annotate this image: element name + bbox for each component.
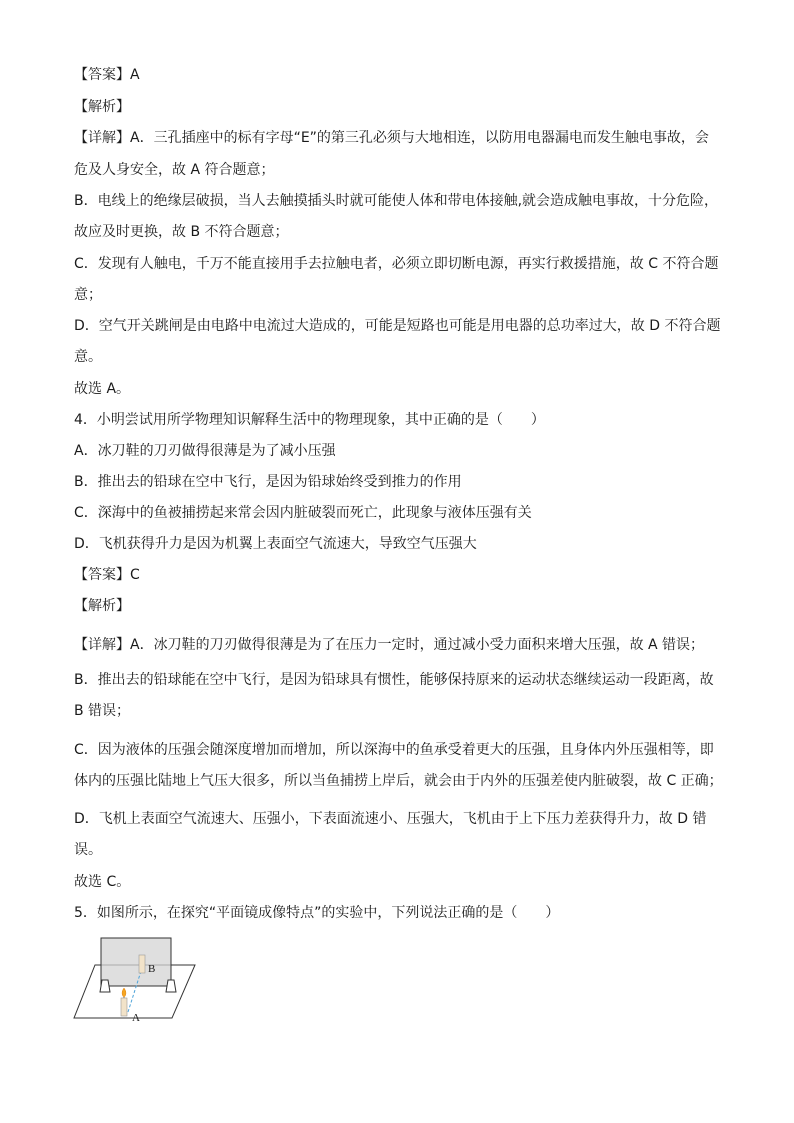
q4-option-a: A．冰刀鞋的刀刃做得很薄是为了减小压强 — [74, 443, 336, 459]
q3-detail-line: 意。 — [74, 349, 102, 365]
q4-detail-line: D．飞机上表面空气流速大、压强小，下表面流速小、压强大，飞机由于上下压力差获得升力，故 D 错 — [74, 811, 707, 827]
q3-conclusion: 故选 A。 — [74, 381, 131, 397]
q4-answer: 【答案】C — [74, 567, 140, 583]
q4-analysis-heading: 【解析】 — [74, 598, 130, 614]
q4-stem: 4．小明尝试用所学物理知识解释生活中的物理现象，其中正确的是（ ） — [74, 412, 545, 428]
q4-option-c: C．深海中的鱼被捕捞起来常会因内脏破裂而死亡，此现象与液体压强有关 — [74, 505, 532, 521]
q4-option-d: D．飞机获得升力是因为机翼上表面空气流速大，导致空气压强大 — [74, 536, 477, 552]
q3-detail-line: 【详解】A．三孔插座中的标有字母“E”的第三孔必须与大地相连，以防用电器漏电而发生触电事故，会 — [74, 130, 709, 146]
q4-detail-line: 体内的压强比陆地上气压大很多，所以当鱼捕捞上岸后，就会由于内外的压强差使内脏破裂，故 C 正确； — [74, 773, 723, 789]
candle-a — [121, 998, 127, 1016]
label-a: A — [132, 1012, 140, 1024]
q4-detail-line: 【详解】A．冰刀鞋的刀刃做得很薄是为了在压力一定时，通过减小受力面积来增大压强，故 A 错误； — [74, 637, 705, 653]
q3-detail-line: D．空气开关跳闸是由电路中电流过大造成的，可能是短路也可能是用电器的总功率过大，故 D 不符合题 — [74, 318, 721, 334]
q4-detail-line: 误。 — [74, 842, 102, 858]
q3-detail-line: B．电线上的绝缘层破损，当人去触摸插头时就可能使人体和带电体接触,就会造成触电事故，十分危险， — [74, 193, 719, 209]
q4-conclusion: 故选 C。 — [74, 874, 131, 890]
q3-detail-line: 意； — [74, 287, 102, 303]
q3-detail-line: 故应及时更换，故 B 不符合题意； — [74, 224, 289, 240]
q3-detail-line: 危及人身安全，故 A 符合题意； — [74, 162, 275, 178]
glass-plate — [101, 938, 171, 986]
q4-detail-line: C．因为液体的压强会随深度增加而增加，所以深海中的鱼承受着更大的压强，且身体内外压强相等，即 — [74, 742, 714, 758]
q3-answer: 【答案】A — [74, 67, 140, 83]
q5-stem: 5．如图所示，在探究“平面镜成像特点”的实验中，下列说法正确的是（ ） — [74, 905, 560, 921]
q4-option-b: B．推出去的铅球在空中飞行，是因为铅球始终受到推力的作用 — [74, 474, 462, 490]
candle-b — [139, 955, 145, 973]
plane-mirror-figure — [70, 930, 210, 1025]
q3-detail-line: C．发现有人触电，千万不能直接用手去拉触电者，必须立即切断电源，再实行救援措施，故 C 不符合题 — [74, 256, 719, 272]
q4-detail-line: B．推出去的铅球能在空中飞行，是因为铅球具有惯性，能够保持原来的运动状态继续运动一段距离，故 — [74, 672, 714, 688]
label-b: B — [148, 963, 156, 975]
left-support — [100, 980, 110, 992]
q4-detail-line: B 错误； — [74, 703, 131, 719]
right-support — [166, 980, 176, 992]
candle-a-flame — [122, 988, 126, 997]
q3-analysis-heading: 【解析】 — [74, 99, 130, 115]
